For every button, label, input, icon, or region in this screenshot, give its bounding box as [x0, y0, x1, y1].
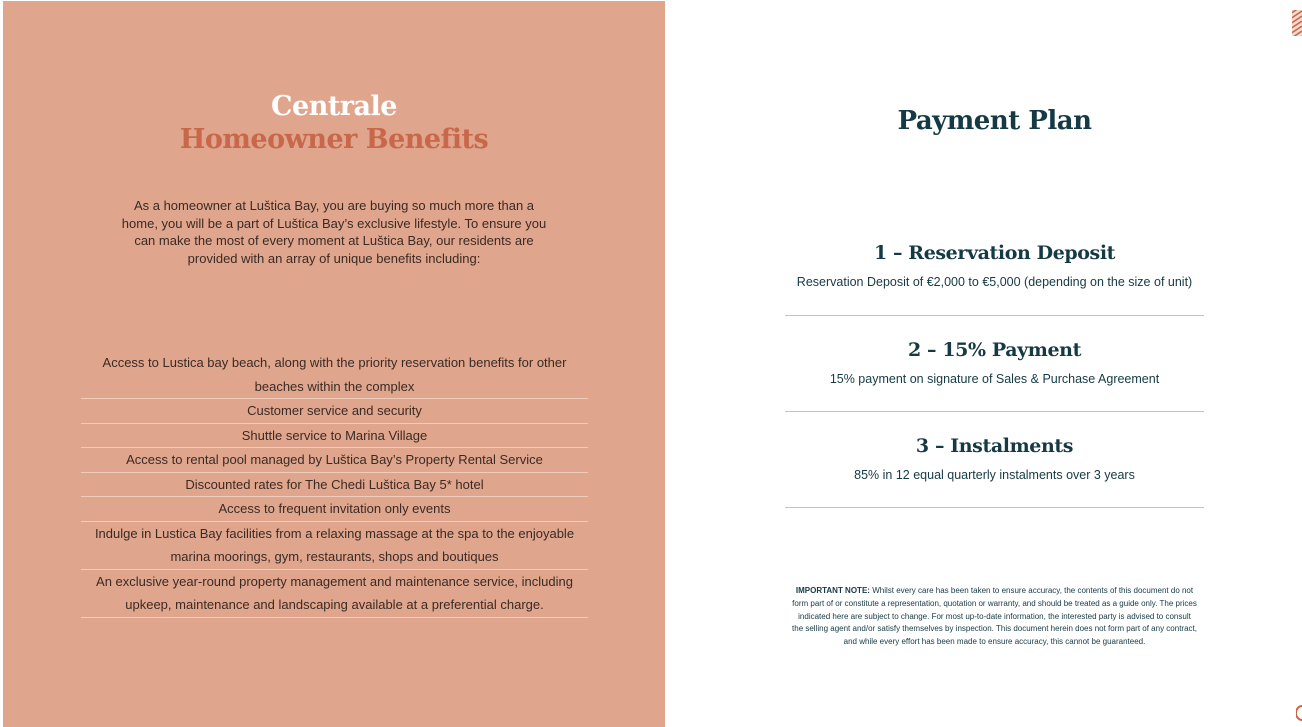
payment-step [785, 240, 1204, 316]
benefit-item: Access to frequent invitation only events [81, 497, 588, 522]
benefit-item: Shuttle service to Marina Village [81, 424, 588, 449]
payment-step-text: 15% payment on signature of Sales & Purchase Agreement [829, 372, 1160, 386]
benefits-panel [3, 1, 665, 727]
benefit-item: Indulge in Lustica Bay facilities from a relaxing massage at the spa to the enjoyable marina moorings, gym, restaurants, shops and boutiques [81, 522, 588, 570]
benefit-item: An exclusive year-round property management and maintenance service, including upkeep, maintenance and landscaping available at a preferential charge. [81, 570, 588, 618]
benefits-intro: As a homeowner at Luštica Bay, you are buying so much more than a home, you will be a part of Luštica Bay’s exclusive lifestyle. To ensure you can make the most of every moment at Luštica Bay, our residents are provided with an array of unique benefits including: [121, 198, 547, 266]
payment-step-text: Reservation Deposit of €2,000 to €5,000 (depending on the size of unit) [796, 275, 1193, 289]
payment-step [785, 433, 1204, 508]
corner-mark-icon [1296, 705, 1302, 721]
important-note [792, 585, 1197, 649]
payment-plan-title: Payment Plan [897, 106, 1092, 136]
benefit-item: Access to rental pool managed by Luštica Bay’s Property Rental Service [81, 448, 588, 473]
payment-step [785, 337, 1204, 412]
payment-step-heading: 2 – 15% Payment [908, 339, 1081, 361]
benefit-item: Customer service and security [81, 399, 588, 424]
payment-step-text: 85% in 12 equal quarterly instalments over 3 years [854, 468, 1135, 482]
important-note-text: Whilst every care has been taken to ensure accuracy, the contents of this document do not form part of or constitute a representation, quotation or warranty, and should be treated as a guide only. The prices indicated here are subject to change. For most up-to-date information, the interested party is advised to consult the selling agent and/or satisfy themselves by inspection. This document herein does not form part of any contract, and while every effort has been made to ensure accuracy, this cannot be guaranteed. [792, 586, 1197, 647]
benefits-list [81, 351, 588, 618]
payment-step-heading: 3 – Instalments [915, 435, 1074, 457]
benefit-item: Access to Lustica bay beach, along with the priority reservation benefits for other beaches within the complex [81, 351, 588, 399]
benefits-title-line1: Centrale [271, 91, 397, 122]
benefit-item: Discounted rates for The Chedi Luštica Bay 5* hotel [81, 473, 588, 498]
important-note-label: IMPORTANT NOTE: [795, 586, 870, 595]
payment-step-heading: 1 – Reservation Deposit [873, 242, 1116, 264]
benefits-title-line2: Homeowner Benefits [179, 124, 489, 155]
striped-ribbon-icon [1292, 10, 1302, 36]
